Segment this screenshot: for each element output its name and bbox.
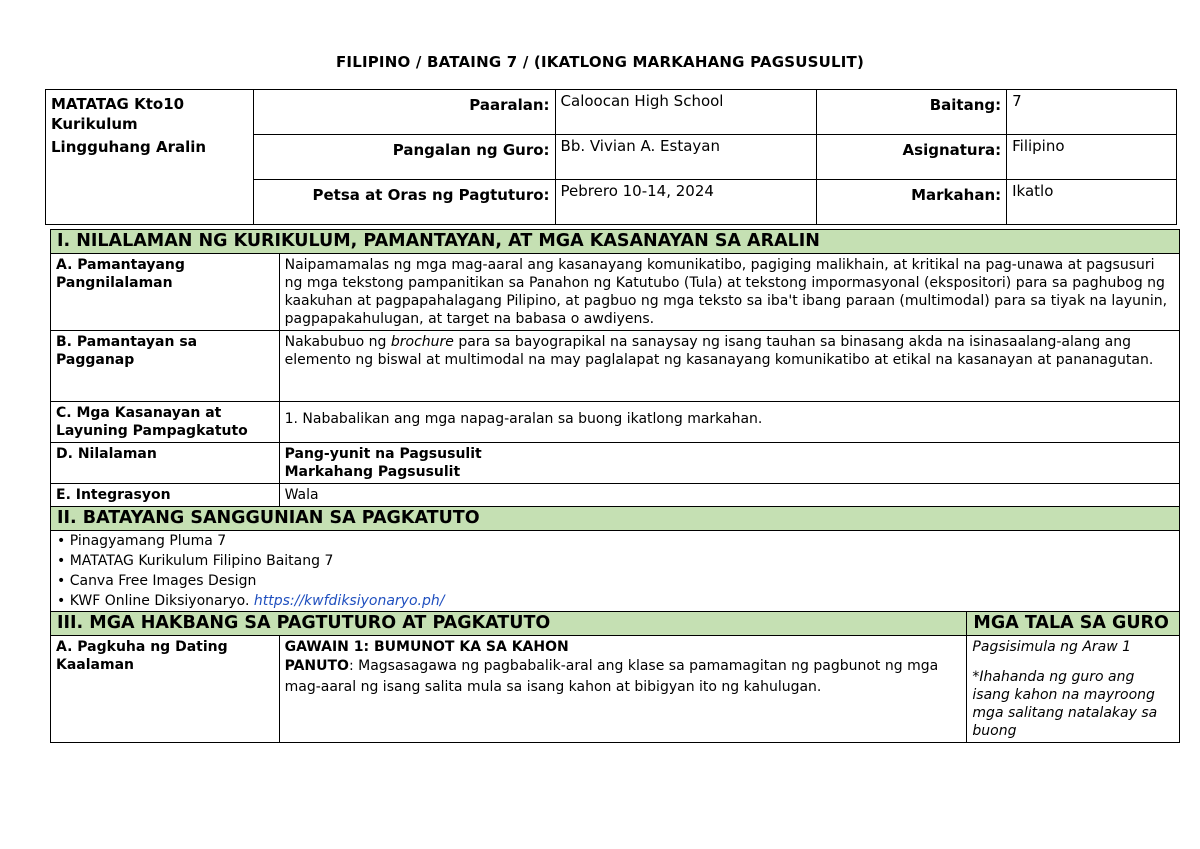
pamantayang-pangnilalaman-label: A. Pamantayang Pangnilalaman — [51, 254, 280, 331]
kwf-link[interactable]: https://kwfdiksiyonaryo.ph/ — [253, 593, 445, 609]
panuto-text — [285, 656, 962, 698]
lesson-table — [50, 229, 1180, 743]
integrasyon-label: E. Integrasyon — [51, 484, 280, 507]
paaralan-label: Paaralan: — [253, 90, 555, 135]
markahan-label: Markahan: — [817, 180, 1007, 225]
page-title: FILIPINO / BATAING 7 / (IKATLONG MARKAHANG PAGSUSULIT) — [335, 53, 865, 71]
paaralan-value: Caloocan High School — [555, 90, 817, 135]
baitang-value: 7 — [1007, 90, 1177, 135]
guro-value: Bb. Vivian A. Estayan — [555, 135, 817, 180]
brochure-term: brochure — [390, 334, 454, 350]
curriculum-line1: MATATAG Kto10 — [51, 95, 185, 113]
kasanayan-text: 1. Nababalikan ang mga napag-aralan sa buong ikatlong markahan. — [279, 402, 1179, 443]
curriculum-line2: Kurikulum — [51, 115, 138, 133]
nilalaman-text — [279, 443, 1179, 484]
pagkuha-label: A. Pagkuha ng Dating Kaalaman — [51, 636, 280, 743]
nilalaman-line1: Pang-yunit na Pagsusulit — [284, 446, 482, 462]
reference-text: • KWF Online Diksiyonaryo. — [57, 593, 254, 609]
asignatura-label: Asignatura: — [817, 135, 1007, 180]
reference-item — [51, 591, 1180, 612]
section2-heading: II. BATAYANG SANGGUNIAN SA PAGKATUTO — [51, 507, 1180, 531]
reference-item: • Canva Free Images Design — [51, 571, 1180, 591]
reference-item: • Pinagyamang Pluma 7 — [51, 531, 1180, 552]
panuto-label: PANUTO — [284, 658, 349, 674]
petsa-value: Pebrero 10-14, 2024 — [555, 180, 817, 225]
note-prep: *Ihahanda ng guro ang isang kahon na mayroong mga salitang natalakay sa buong — [972, 669, 1158, 739]
section3-heading: III. MGA HAKBANG SA PAGTUTURO AT PAGKATUTO — [51, 612, 967, 636]
gawain-cell — [279, 636, 967, 743]
reference-item: • MATATAG Kurikulum Filipino Baitang 7 — [51, 551, 1180, 571]
nilalaman-label: D. Nilalaman — [51, 443, 280, 484]
panuto-body: : Magsasagawa ng pagbabalik-aral ang klase sa pamamagitan ng pagbunot ng mga mag-aaral ng isang salita mula sa isang kahon at bibigyan ito ng kahulugan. — [284, 658, 939, 695]
pamantayan-pagganap-text — [279, 331, 1179, 402]
teacher-notes — [967, 636, 1180, 743]
header-table — [45, 89, 1177, 225]
kasanayan-label: C. Mga Kasanayan at Layuning Pampagkatuto — [51, 402, 280, 443]
pamantayan-pagganap-post: para sa bayograpikal na sanaysay ng isang tauhan sa binasang akda na isinasaalang-alang ang elemento ng biswal at multimodal na may paglalapat ng kasanayang komunikatibo at etikal na kasanayan at pananagutan. — [284, 334, 1154, 368]
asignatura-value: Filipino — [1007, 135, 1177, 180]
gawain-title: GAWAIN 1: BUMUNOT KA SA KAHON — [284, 639, 569, 655]
section1-heading: I. NILALAMAN NG KURIKULUM, PAMANTAYAN, AT MGA KASANAYAN SA ARALIN — [51, 230, 1180, 254]
integrasyon-text: Wala — [279, 484, 1179, 507]
note-day1: Pagsisimula ng Araw 1 — [972, 639, 1132, 655]
markahan-value: Ikatlo — [1007, 180, 1177, 225]
pamantayan-pagganap-label: B. Pamantayan sa Pagganap — [51, 331, 280, 402]
petsa-label: Petsa at Oras ng Pagtuturo: — [253, 180, 555, 225]
baitang-label: Baitang: — [817, 90, 1007, 135]
pamantayang-pangnilalaman-text: Naipamamalas ng mga mag-aaral ang kasanayang komunikatibo, pagiging malikhain, at kritikal na pag-unawa at pagsusuri ng mga tekstong pampanitikan sa Panahon ng Katutubo (Tula) at tekstong impormasyonal (ekspositori) para sa paghubog ng kaakuhan at pagpapahalagang Pilipino, at pagbuo ng mga teksto sa iba't ibang paraan (multimodal) para sa tiyak na layunin, pagpapakahulugan, at target na babasa o awdiyens. — [279, 254, 1179, 331]
pamantayan-pagganap-pre: Nakabubuo ng — [284, 334, 391, 350]
nilalaman-line2: Markahang Pagsusulit — [284, 464, 461, 480]
curriculum-line3: Lingguhang Aralin — [51, 138, 207, 156]
curriculum-label — [46, 90, 254, 225]
notes-heading: MGA TALA SA GURO — [967, 612, 1180, 636]
guro-label: Pangalan ng Guro: — [253, 135, 555, 180]
